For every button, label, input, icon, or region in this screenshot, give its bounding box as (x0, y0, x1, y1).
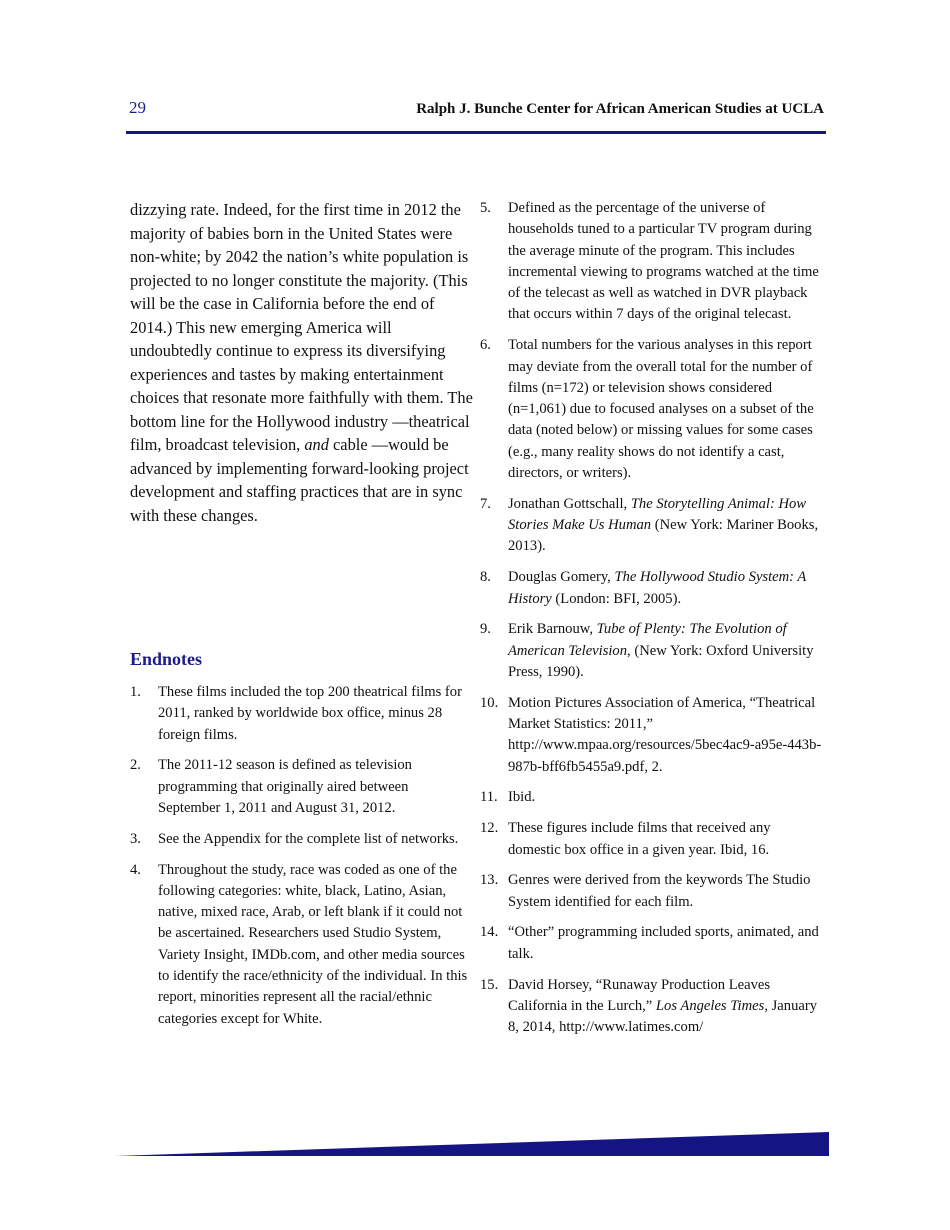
endnotes-heading: Endnotes (130, 649, 203, 669)
endnote-number: 13. (480, 872, 499, 889)
endnote-item (130, 860, 470, 1030)
citation-title: The Storytelling Animal: How Stories Make Us Human (508, 495, 807, 534)
citation-author: Douglas Gomery, (508, 569, 615, 586)
endnote-text: “Other” programming included sports, animated, and talk. (508, 924, 819, 962)
endnote-number: 11. (480, 789, 498, 806)
citation-title: Tube of Plenty: The Evolution of American Television (508, 621, 787, 659)
left-column (130, 198, 475, 527)
endnote-text: The 2011-12 season is defined as television programming that originally aired between September 1, 2011 and August 31, 2012. (158, 757, 412, 816)
endnote-text: Motion Pictures Association of America, “Theatrical Market Statistics: 2011,” http://www.mpaa.org/resources/5bec4ac9-a95e-443b-987b-bff6fb5455a9.pdf, 2. (508, 694, 822, 775)
endnote-item (480, 619, 825, 683)
body-text: dizzying rate. Indeed, for the first time in 2012 the majority of babies born in the United States were non-white; by 2042 the nation’s white population is projected to no longer constitute the majority. (This will be the case in California before the end of 2014.) This new emerging America will undoubtedly continue to express its diversifying experiences and tastes by making entertainment choices that resonate more faithfully with them. The bottom line for the Hollywood industry —theatrical film, broadcast television, (130, 200, 473, 454)
endnote-item (130, 755, 470, 819)
endnote-item (130, 829, 470, 850)
endnote-number: 4. (130, 861, 141, 878)
endnote-item (480, 335, 825, 484)
endnote-number: 1. (130, 684, 141, 700)
endnotes-list-left (130, 682, 470, 1039)
citation-publisher: (London: BFI, 2005). (551, 590, 682, 607)
citation-publisher: , (New York: Oxford University Press, 1990). (508, 642, 814, 680)
endnote-number: 15. (480, 976, 499, 993)
endnote-text: These figures include films that received any domestic box office in a given year. Ibid, 16. (508, 820, 771, 858)
header-title: Ralph J. Bunche Center for African American Studies at UCLA (416, 101, 824, 117)
endnote-text (508, 567, 825, 610)
endnote-item (130, 682, 470, 746)
body-emphasis: and (304, 435, 329, 454)
endnote-text: See the Appendix for the complete list of networks. (158, 830, 459, 847)
header-rule (126, 131, 826, 134)
endnote-number: 14. (480, 924, 499, 941)
endnote-number: 8. (480, 569, 491, 586)
citation-publisher: , January 8, 2014, http://www.latimes.com/ (508, 997, 817, 1036)
endnote-item (480, 975, 825, 1039)
body-text: cable —would be advanced by implementing forward-looking project development and staffing practices that are in sync with these changes. (130, 435, 469, 525)
endnote-text (508, 494, 825, 558)
citation-author: David Horsey, “Runaway Production Leaves California in the Lurch,” (508, 976, 771, 1014)
endnote-text: Ibid. (508, 789, 536, 806)
endnote-item (480, 922, 825, 965)
endnote-text: Throughout the study, race was coded as one of the following categories: white, black, Latino, Asian, native, mixed race, Arab, or left blank if it could not be ascertained. Researchers used Studio System, Variety Insight, IMDb.com, and other media sources to identify the race/ethnicity of the individual. In this report, minorities represent all the racial/ethnic categories except for White. (158, 861, 468, 1027)
endnote-item (480, 198, 825, 326)
endnote-item (480, 787, 825, 808)
endnotes-list-right (480, 198, 825, 1048)
endnote-number: 9. (480, 621, 491, 638)
endnote-number: 7. (480, 495, 491, 512)
citation-author: Erik Barnouw, (508, 621, 597, 638)
endnote-number: 2. (130, 757, 141, 774)
citation-author: Jonathan Gottschall, (508, 495, 631, 512)
endnote-item (480, 494, 825, 558)
citation-title: Los Angeles Times (655, 997, 765, 1014)
footer-wedge-shape (115, 1132, 829, 1156)
endnote-text: Defined as the percentage of the universe of households tuned to a particular TV program during the average minute of the program. This includes incremental viewing to programs watched at the time of the telecast as well as watched in DVR playback that occurs within 7 days of the original telecast. (508, 200, 819, 323)
endnote-text (508, 975, 825, 1039)
footer-wedge (115, 1130, 831, 1158)
endnote-number: 12. (480, 820, 499, 837)
endnote-item (480, 818, 825, 861)
page-number: 29 (129, 98, 146, 117)
endnote-text: These films included the top 200 theatrical films for 2011, ranked by worldwide box office, minus 28 foreign films. (158, 684, 462, 743)
endnote-item (480, 870, 825, 913)
endnote-number: 6. (480, 337, 491, 354)
endnote-number: 10. (480, 694, 499, 711)
citation-title: The Hollywood Studio System: A History (508, 569, 807, 607)
endnote-text (508, 619, 825, 683)
body-paragraph (130, 198, 475, 527)
endnote-item (480, 693, 825, 778)
endnote-number: 3. (130, 830, 141, 847)
endnote-text: Total numbers for the various analyses in this report may deviate from the overall total for the number of films (n=172) or television shows considered (n=1,061) due to focused analyses on a subset of the data (noted below) or missing values for some cases (e.g., many reality shows do not identify a cast, directors, or writers). (508, 337, 814, 482)
citation-publisher: (New York: Mariner Books, 2013). (508, 517, 819, 555)
endnote-number: 5. (480, 200, 491, 216)
endnote-text: Genres were derived from the keywords The Studio System identified for each film. (508, 872, 811, 910)
endnote-item (480, 567, 825, 610)
